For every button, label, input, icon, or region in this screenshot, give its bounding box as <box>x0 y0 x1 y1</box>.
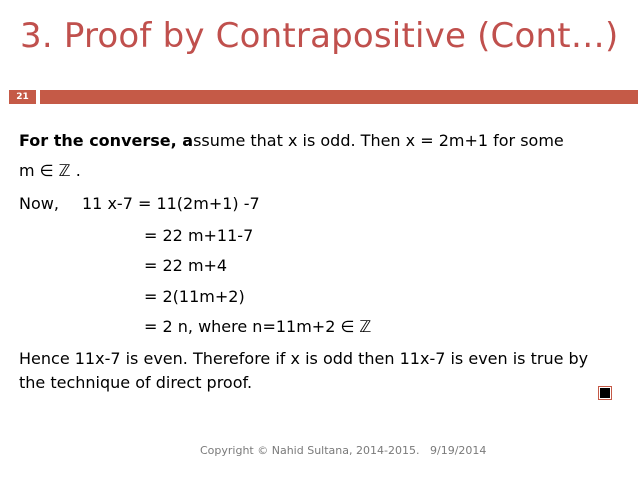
body-line-6: = 2(11m+2) <box>144 287 245 306</box>
body-line-1-rest: ssume that x is odd. Then x = 2m+1 for some <box>193 131 564 150</box>
title-divider-bar <box>40 90 638 104</box>
body-line-8: Hence 11x-7 is even. Therefore if x is odd then 11x-7 is even is true by <box>19 349 589 368</box>
body-line-3-label: Now, <box>19 194 59 213</box>
slide-title: 3. Proof by Contrapositive (Cont…) <box>20 16 619 56</box>
body-line-4: = 22 m+11-7 <box>144 226 254 245</box>
body-line-1-bold: For the converse, a <box>19 131 194 150</box>
body-line-1 <box>19 131 564 151</box>
end-of-proof-icon <box>600 388 610 398</box>
body-line-5: = 22 m+4 <box>144 256 228 275</box>
body-line-2: m ∈ ℤ . <box>19 161 81 180</box>
footer-copyright: Copyright © Nahid Sultana, 2014-2015. <box>200 444 420 457</box>
body-line-3-expr: 11 x-7 = 11(2m+1) -7 <box>82 194 260 213</box>
body-line-7: = 2 n, where n=11m+2 ∈ ℤ <box>144 317 372 336</box>
footer-date: 9/19/2014 <box>430 444 487 457</box>
slide-number: 21 <box>16 92 29 102</box>
body-line-9: the technique of direct proof. <box>19 373 253 392</box>
